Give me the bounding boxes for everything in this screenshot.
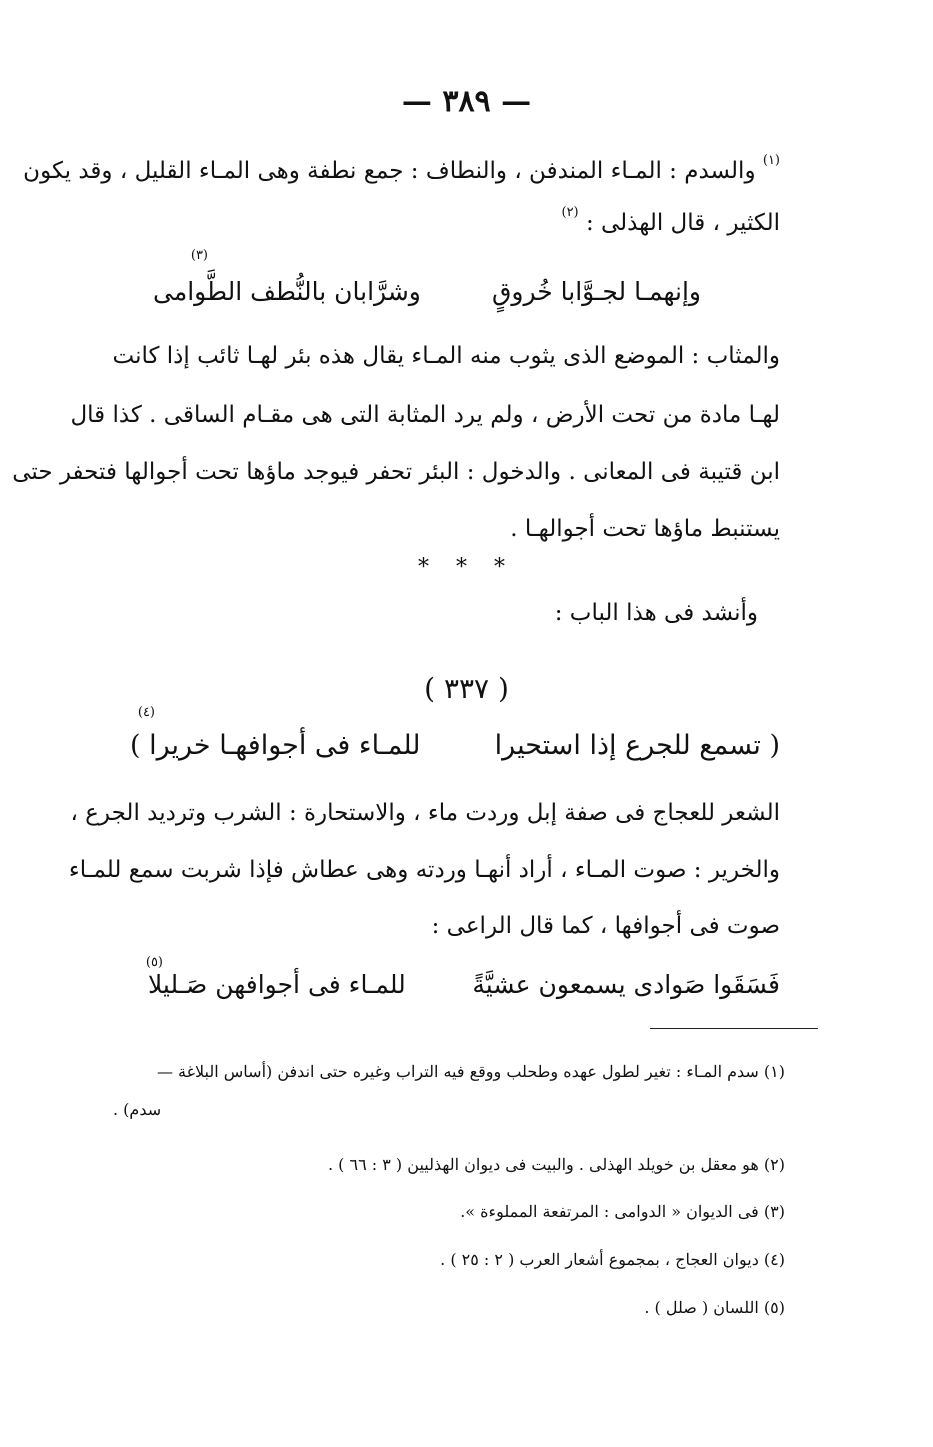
verse1-fn-mark: (٣) — [190, 248, 208, 263]
footnote-4 — [440, 1250, 785, 1269]
verse1-second-hemistich: وشرَّابان بالنُّطف الطَّوامى — [153, 277, 421, 306]
footnote-4-text: ديوان العجاج ، بمجموع أشعار العرب ( ٢ : ٢٥ ) . — [440, 1250, 759, 1269]
poem-number: ( ٣٣٧ ) — [424, 672, 509, 705]
paragraph1-line1-text: والسدم : المـاء المندفن ، والنطاف : جمع نطفة وهى المـاء القليل ، وقد يكون — [23, 158, 756, 184]
paragraph1-line1 — [23, 153, 780, 184]
verse2-fn-mark: (٤) — [137, 705, 155, 720]
footnote-2-number: (٢) — [763, 1155, 785, 1174]
paragraph1-line2 — [561, 205, 780, 236]
paragraph2-line1: والمثاب : الموضع الذى يثوب منه المـاء يقال هذه بئر لهـا ثائب إذا كانت — [112, 343, 780, 369]
footnote-4-number: (٤) — [763, 1250, 785, 1269]
verse3-first-hemistich: فَسَقَوا صَوادى يسمعون عشيَّةً — [472, 970, 780, 999]
paragraph3-line3: صوت فى أجوافها ، كما قال الراعى : — [431, 913, 780, 939]
verse2-first-hemistich: ( تسمع للجرع إذا استحيرا — [494, 730, 780, 761]
section-separator: * * * — [418, 555, 515, 580]
paragraph3-line1: الشعر للعجاج فى صفة إبل وردت ماء ، والاستحارة : الشرب وترديد الجرع ، — [70, 800, 780, 826]
footnote-1 — [157, 1062, 785, 1081]
footnote-3-text: فى الديوان « الدوامى : المرتفعة المملوءة ». — [460, 1202, 759, 1221]
footnote-rule — [650, 1028, 818, 1029]
verse2-second-hemistich: للمـاء فى أجوافهـا خريرا ) — [130, 730, 421, 761]
paragraph3-line2: والخرير : صوت المـاء ، أراد أنهـا وردته وهى عطاش فإذا شربت سمع للمـاء — [68, 857, 780, 883]
paragraph1-line2-text: الكثير ، قال الهذلى : — [585, 210, 780, 236]
footnote-2-text: هو معقل بن خويلد الهذلى . والبيت فى ديوان الهذليين ( ٣ : ٦٦ ) . — [328, 1155, 759, 1174]
footnote-1-text: سدم المـاء : تغير لطول عهده وطحلب ووقع فيه التراب وغيره حتى اندفن (أساس البلاغة — — [156, 1062, 759, 1081]
fn-mark-2: (٢) — [561, 205, 579, 220]
fn-mark-1: (١) — [762, 153, 780, 168]
paragraph2-line3: ابن قتيبة فى المعانى . والدخول : البئر تحفر فيوجد ماؤها تحت أجوالها فتحفر حتى — [12, 459, 780, 485]
footnote-5-number: (٥) — [763, 1298, 785, 1317]
paragraph2-line2: لهـا مادة من تحت الأرض ، ولم يرد المثابة التى هى مقـام الساقى . كذا قال — [70, 402, 780, 428]
footnote-5 — [644, 1298, 785, 1317]
verse1-first-text: وإنهمـا لجـوَّابا خُروقٍ — [491, 277, 701, 306]
footnote-2 — [328, 1155, 785, 1174]
footnote-1-continued: سدم) . — [113, 1100, 162, 1119]
intro-line: وأنشد فى هذا الباب : — [554, 600, 758, 626]
page-number: — ٣٨٩ — — [401, 84, 532, 119]
footnote-3-number: (٣) — [763, 1202, 785, 1221]
verse3-second-hemistich: للمـاء فى أجوافهن صَـليلا — [148, 970, 406, 999]
footnote-3 — [460, 1202, 785, 1221]
footnote-1-number: (١) — [763, 1062, 785, 1081]
verse1-first-hemistich — [492, 277, 701, 306]
verse3-fn-mark: (٥) — [145, 955, 163, 970]
footnote-5-text: اللسان ( صلل ) . — [644, 1298, 759, 1317]
paragraph2-line4: يستنبط ماؤها تحت أجوالهـا . — [510, 516, 780, 542]
